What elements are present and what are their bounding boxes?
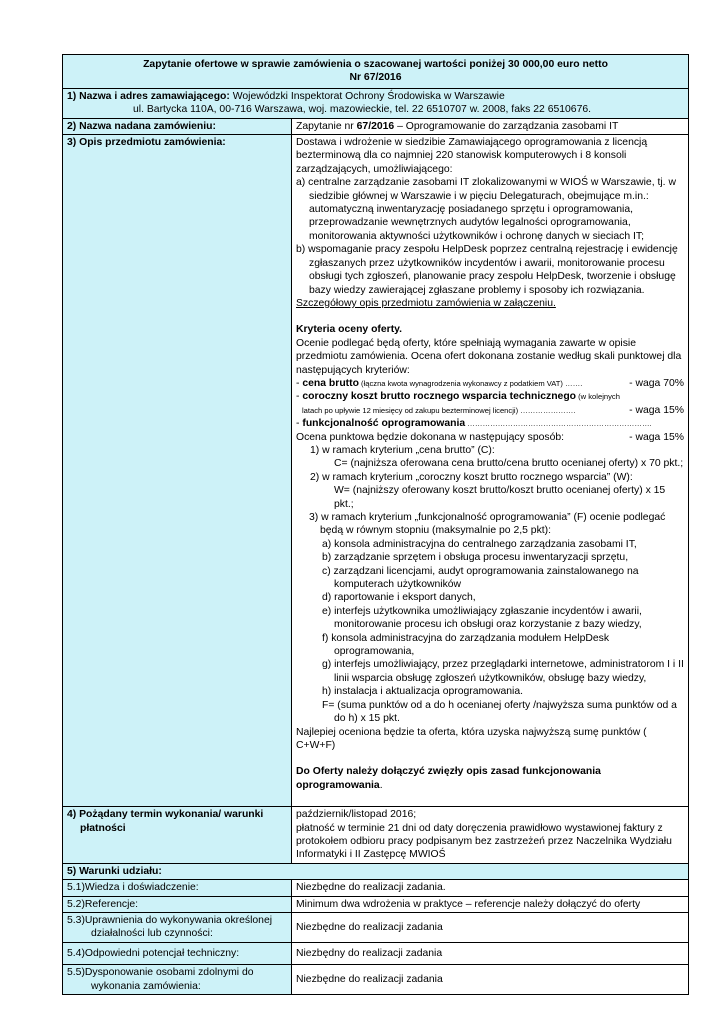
document-title [63, 55, 689, 89]
s3-k1: 1) w ramach kryterium „cena brutto” (C): [310, 444, 495, 456]
s3-k3-list [296, 538, 684, 699]
section-5-3-row [63, 912, 689, 942]
s5-5-label: 5.5)Dysponowanie osobami zdolnymi do wykonania zamówienia: [63, 965, 292, 995]
section-1-cell [63, 88, 689, 118]
section-2-row [63, 118, 689, 134]
s3-item-b: b) wspomaganie pracy zespołu HelpDesk poprzez centralną rejestrację i ewidencję zgłaszanych przez użytkowników incydentów i awarii, monitorowanie procesu obsługi tych zgłoszeń, planowanie pracy zespołu HelpDesk, tworzenie i obsługę bazy wiedzy zawierającej zgłaszane problemy i sposoby ich rozwiązania. [296, 244, 678, 296]
s3-k3-formula: F= (suma punktów od a do h ocenianej oferty /najwyższa suma punktów od a do h) x 15 pkt. [322, 699, 677, 725]
title-line-2: Nr 67/2016 [349, 72, 402, 84]
s5-5-value: Niezbędne do realizacji zadania [292, 965, 689, 995]
title-row [63, 55, 689, 89]
s3-k1-formula: C= (najniższa oferowana cena brutto/cena brutto ocenianej oferty) x 70 pkt.; [334, 458, 684, 470]
s3-item-a: a) centralne zarządzanie zasobami IT zlokalizowanymi w WIOŚ w Warszawie, tj. w siedzibie głównej w Warszawie i w pięciu Delegaturach, obejmujące m.in.: automatyczną inwentaryzację posiadanego sprzętu i oprogramowania, przeprowadzanie wewnętrznych audytów legalności oprogramowania, monitorowania aktywności użytkowników i ochronę danych w sieciach IT; [296, 177, 676, 242]
section-5-label: 5) Warunki udziału: [63, 863, 689, 879]
s5-1-value: Niezbędne do realizacji zadania. [292, 880, 689, 896]
s5-1-label: 5.1)Wiedza i doświadczenie: [63, 880, 292, 896]
s3-k3-item: c) zarządzani licencjami, audyt oprogramowania zainstalowanego na komputerach użytkowników [322, 565, 639, 591]
s5-4-label: 5.4)Odpowiedni potencjał techniczny: [63, 942, 292, 964]
section-3-value [292, 135, 689, 807]
s3-criteria-intro: Ocenie podlegać będą oferty, które spełniają wymagania zawarte w opisie przedmiotu zamówienia. Ocena ofert dokonana zostanie według skali punktowej dla następujących kryteriów: [296, 337, 682, 376]
s3-scoring-intro: Ocena punktowa będzie dokonana w następujący sposób: [296, 431, 565, 443]
s5-3-value: Niezbędne do realizacji zadania [292, 912, 689, 942]
s3-criterion-price: - cena brutto (łączna kwota wynagrodzenia wykonawcy z podatkiem VAT) ……. - waga 70% [296, 377, 684, 389]
section-4-value [292, 807, 689, 864]
section-5-5-row [63, 965, 689, 995]
section-5-1-row [63, 880, 689, 896]
section-4-row [63, 807, 689, 864]
s3-intro: Dostawa i wdrożenie w siedzibie Zamawiającego oprogramowania z licencją bezterminową dla co najmniej 220 stanowisk komputerowych i 8 konsoli zarządzających, umożliwiającego: [296, 137, 648, 175]
s3-criterion-support-cont: latach po upływie 12 miesięcy od zakupu bezterminowej licencji) …………………. - waga 15% [302, 404, 684, 416]
section-4-label: 4) Pożądany termin wykonania/ warunki płatności [63, 807, 292, 864]
s3-k2: 2) w ramach kryterium „coroczny koszt brutto rocznego wsparcia” (W): [310, 471, 633, 483]
s4-payment: płatność w terminie 21 dni od daty doręczenia prawidłowo wystawionej faktury z protokołem odbioru pracy podpisanym bez zastrzeżeń przez Naczelnika Wydziału Informatyki i II Zastępcę MWIOŚ [296, 822, 672, 861]
offer-request-table [62, 54, 689, 995]
s3-criteria-heading: Kryteria oceny oferty. [296, 324, 403, 336]
s3-k3-item: a) konsola administracyjna do centralnego zarządzania zasobami IT, [322, 538, 637, 550]
section-5-4-row [63, 942, 689, 964]
title-line-1: Zapytanie ofertowe w sprawie zamówienia o szacowanej wartości poniżej 30 000,00 euro netto [143, 59, 608, 70]
s3-criterion-support: - coroczny koszt brutto rocznego wsparcia technicznego (w kolejnych [296, 391, 620, 403]
s3-k3: 3) w ramach kryterium „funkcjonalność oprogramowania” (F) ocenie podlegać będą w równym stopniu (maksymalnie po 2,5 pkt): [309, 512, 666, 537]
section-3-label: 3) Opis przedmiotu zamówienia: [63, 135, 292, 807]
section-2-value [292, 118, 689, 134]
s5-2-label: 5.2)Referencje: [63, 896, 292, 912]
s3-details-note: Szczegółowy opis przedmiotu zamówienia w załączeniu. [296, 297, 556, 309]
section-1-value-line2: ul. Bartycka 110A, 00-716 Warszawa, woj. mazowieckie, tel. 22 6510707 w. 2008, faks 22 6510676. [133, 104, 592, 116]
section-2-value-post: – Oprogramowanie do zarządzania zasobami IT [394, 120, 619, 132]
section-2-value-number: 67/2016 [356, 120, 395, 132]
s4-deadline: październik/listopad 2016; [296, 809, 417, 821]
s3-k3-item: b) zarządzanie sprzętem i obsługa procesu inwentaryzacji sprzętu, [322, 552, 629, 564]
s3-best-offer: Najlepiej oceniona będzie ta oferta, która uzyska najwyższą sumę punktów ( C+W+F) [296, 726, 647, 751]
s5-3-label: 5.3)Uprawnienia do wykonywania określonej działalności lub czynności: [63, 912, 292, 942]
s3-k3-item: f) konsola administracyjna do zarządzania modułem HelpDesk oprogramowania, [322, 632, 610, 658]
section-5-2-row [63, 896, 689, 912]
section-2-label: 2) Nazwa nadana zamówieniu: [63, 118, 292, 134]
section-1-row [63, 88, 689, 118]
section-1-value-line1: Wojewódzki Inspektorat Ochrony Środowiska w Warszawie [229, 90, 505, 102]
s3-criterion-functionality: - funkcjonalność oprogramowania ………………………………………………………………. - waga 15% [296, 418, 684, 443]
s3-k3-item: d) raportowanie i eksport danych, [322, 592, 476, 604]
s5-4-value: Niezbędny do realizacji zadania [292, 942, 689, 964]
s5-2-value: Minimum dwa wdrożenia w praktyce – referencje należy dołączyć do oferty [292, 896, 689, 912]
section-3-row [63, 135, 689, 807]
s3-k3-item: h) instalacja i aktualizacja oprogramowania. [322, 686, 523, 698]
s3-k3-item: g) interfejs umożliwiający, przez przeglądarki internetowe, administratorom I i II linii wsparcia obsługę zgłoszeń użytkowników, obsługę bazy wiedzy, [322, 659, 684, 684]
section-5-row [63, 863, 689, 879]
section-1-label: 1) Nazwa i adres zamawiającego: [67, 90, 230, 102]
s3-k3-item: e) interfejs użytkownika umożliwiający zgłaszanie incydentów i awarii, monitorowanie procesu ich obsługi oraz korzystanie z bazy wiedzy, [322, 605, 642, 631]
section-2-value-pre: Zapytanie nr [296, 120, 357, 132]
s3-final-note: Do Oferty należy dołączyć zwięzły opis zasad funkcjonowania oprogramowania. [296, 766, 601, 791]
s3-k2-formula: W= (najniższy oferowany koszt brutto/koszt brutto ocenianej oferty) x 15 pkt.; [334, 485, 666, 510]
